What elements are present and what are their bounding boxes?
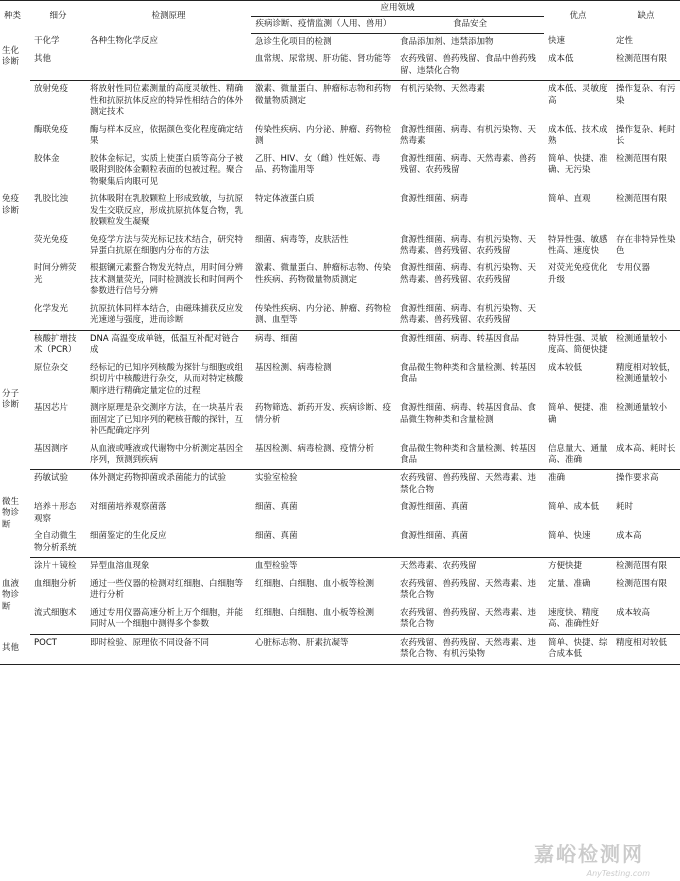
food-cell: 食源性细菌、病毒 — [400, 194, 469, 205]
food-cell: 农药残留、兽药残留、天然毒素、违禁化合物 — [400, 473, 537, 495]
disease-cell: 激素、微量蛋白、肿瘤标志物和药物微量物质测定 — [255, 84, 392, 106]
disease-cell: 药物筛选、新药开发、疾病诊断、疫情分析 — [255, 403, 392, 425]
principle-cell: 测序原理是杂交测序方法，在一块基片表面固定了已知序列的靶核苷酸的探针，互补匹配确定序列 — [90, 403, 244, 437]
pros-cell: 简单、快捷、综合成本低 — [544, 634, 612, 664]
table-row — [0, 634, 680, 664]
header-principle: 检测原理 — [86, 1, 251, 34]
food-cell: 农药残留、兽药残留、天然毒素、违禁化合物 — [396, 605, 544, 634]
pros-cell: 成本低、灵敏度高 — [548, 84, 608, 106]
pros-cell: 简单、快速 — [544, 528, 612, 557]
disease-cell: 传染性疾病、内分泌、肿瘤、药物检测、血型等 — [251, 301, 396, 330]
table-row — [0, 499, 680, 528]
table-row — [0, 400, 680, 440]
pros-cell: 定量、准确 — [548, 578, 591, 589]
table-row — [0, 232, 680, 261]
pros-cell: 特异性强、灵敏度高、简便快捷 — [548, 333, 608, 356]
table-row — [0, 191, 680, 231]
principle-cell: 酶与样本反应，依据颜色变化程度确定结果 — [90, 124, 244, 147]
disease-cell: 传染性疾病、内分泌、肿瘤、药物检测 — [255, 124, 392, 147]
food-cell: 食源性细菌、真菌 — [400, 502, 469, 513]
disease-cell: 实验室检验 — [255, 473, 298, 484]
subtype-cell: 荧光免疫 — [34, 234, 69, 245]
food-cell: 食源性细菌、病毒、有机污染物、天然毒素、兽药残留、农药残留 — [400, 263, 537, 285]
principle-cell: DNA 高温变成单链，低温互补配对链合成 — [90, 333, 239, 356]
subtype-cell: 全自动微生物分析系统 — [30, 528, 86, 557]
disease-cell: 激素、微量蛋白、肿瘤标志物、传染性疾病、药物微量物质测定 — [255, 263, 392, 285]
principle-cell: 根据镧元素螯合物发光特点，用时间分辨技术测量荧光，同时检测波长和时间两个参数进行信号分辨 — [90, 263, 244, 297]
pros-cell: 对荧光免疫优化升级 — [548, 263, 608, 285]
table-row — [0, 330, 680, 359]
disease-cell: 血型检验等 — [255, 561, 298, 572]
principle-cell: 通过专用仪器高速分析上万个细胞，并能同时从一个细胞中测得多个参数 — [86, 605, 251, 634]
table-row — [0, 576, 680, 605]
pros-cell: 特异性强、敏感性高、速度快 — [548, 234, 608, 256]
food-cell: 食品微生物种类和含量检测、转基因食品 — [400, 362, 537, 385]
principle-cell: 胶体金标记，实质上使蛋白质等高分子被吸附到胶体金颗粒表面的包被过程。聚合物聚集后肉眼可见 — [90, 153, 244, 187]
principle-cell: 即时检验、原理依不同设备不同 — [86, 634, 251, 664]
subtype-cell: 干化学 — [34, 36, 60, 47]
disease-cell: 细菌、真菌 — [251, 528, 396, 557]
subtype-cell: 核酸扩增技术（PCR） — [34, 333, 77, 356]
subtype-cell: POCT — [30, 634, 86, 664]
cons-cell: 操作复杂、耗时长 — [616, 124, 676, 147]
subtype-cell: 乳胶比浊 — [34, 194, 69, 205]
subtype-cell: 涂片＋镜检 — [34, 561, 77, 572]
disease-cell: 基因检测、病毒检测 — [255, 362, 332, 373]
table-row — [0, 470, 680, 499]
food-cell: 农药残留、兽药残留、天然毒素、违禁化合物、有机污染物 — [396, 634, 544, 664]
cons-cell: 成本较高 — [612, 605, 680, 634]
principle-cell: 体外测定药物抑菌或杀菌能力的试验 — [90, 473, 227, 484]
pros-cell — [544, 301, 612, 330]
principle-cell: 抗原抗体同样本结合，由磁珠捕获反应发光速递与强度，进而诊断 — [86, 301, 251, 330]
cons-cell: 专用仪器 — [616, 263, 651, 274]
cons-cell: 成本高 — [612, 528, 680, 557]
subtype-cell: 培养＋形态观察 — [34, 502, 77, 524]
cons-cell: 精度相对较低，检测通量较小 — [616, 362, 676, 385]
principle-cell — [86, 51, 251, 80]
pros-cell: 简单、便捷、准确 — [548, 403, 608, 425]
subtype-cell: 化学发光 — [30, 301, 86, 330]
disease-cell: 特定体液蛋白质 — [255, 194, 315, 205]
watermark-url: AnyTesting.com — [586, 869, 650, 878]
disease-cell: 红细胞、白细胞、血小板等检测 — [255, 578, 375, 589]
cons-cell: 检测范围有限 — [616, 578, 668, 589]
header-subtype: 细分 — [30, 1, 86, 34]
food-cell: 食品添加剂、违禁添加物 — [400, 36, 494, 47]
table-header — [0, 1, 680, 34]
food-cell: 食源性细菌、真菌 — [396, 528, 544, 557]
pros-cell: 准确 — [548, 473, 566, 484]
subtype-cell: 放射免疫 — [34, 84, 69, 95]
disease-cell: 基因检测、病毒检测、疫情分析 — [251, 441, 396, 470]
cons-cell: 检测通量较小 — [616, 403, 668, 414]
cons-cell: 检测范围有限 — [616, 561, 668, 572]
table-row — [0, 151, 680, 191]
cons-cell: 操作复杂、有污染 — [616, 84, 676, 106]
subtype-cell: 流式细胞术 — [30, 605, 86, 634]
principle-cell: 异型血溶血现象 — [90, 561, 150, 572]
table-row — [0, 260, 680, 300]
food-cell: 食源性细菌、病毒、转基因食品、食品微生物种类和含量检测 — [400, 403, 537, 425]
table-row — [0, 51, 680, 80]
header-pros: 优点 — [544, 1, 612, 34]
table-body — [0, 33, 680, 664]
pros-cell: 速度快、精度高、准确性好 — [544, 605, 612, 634]
category-cell: 分子诊断 — [2, 388, 20, 411]
food-cell: 食源性细菌、病毒、转基因食品 — [400, 333, 520, 344]
principle-cell: 各种生物化学反应 — [90, 36, 159, 47]
category-cell: 免疫诊断 — [2, 194, 20, 216]
disease-cell: 血常规、尿常规、肝功能、肾功能等 — [251, 51, 396, 80]
pros-cell: 快速 — [548, 36, 566, 47]
food-cell: 食品微生物种类和含量检测、转基因食品 — [396, 441, 544, 470]
table-row — [0, 81, 680, 122]
pros-cell: 成本低、技术成熟 — [548, 124, 608, 147]
cons-cell: 耗时 — [616, 502, 634, 513]
table-row — [0, 528, 680, 557]
principle-cell: 对细菌培养观察菌落 — [90, 502, 167, 513]
disease-cell: 细菌、真菌 — [255, 502, 298, 513]
food-cell: 食源性细菌、病毒、有机污染物、天然毒素 — [400, 124, 537, 147]
food-cell: 食源性细菌、病毒、有机污染物、天然毒素、兽药残留、农药残留 — [396, 301, 544, 330]
subtype-cell: 酶联免疫 — [34, 124, 69, 135]
category-cell: 微生物诊断 — [2, 496, 20, 530]
subtype-cell: 胶体金 — [34, 153, 60, 164]
principle-cell: 细菌鉴定的生化反应 — [86, 528, 251, 557]
cons-cell — [612, 301, 680, 330]
cons-cell: 检测范围有限 — [612, 51, 680, 80]
category-cell: 其他 — [0, 634, 30, 664]
principle-cell: 从血液或唾液或代谢物中分析测定基因全序列，预测到疾病 — [86, 441, 251, 470]
principle-cell: 抗体吸附在乳胶颗粒上形成致敏，与抗原发生交联反应，形成抗原抗体复合物，乳胶颗粒发生凝聚 — [90, 194, 244, 228]
disease-cell: 急诊生化项目的检测 — [255, 36, 332, 47]
cons-cell: 检测通量较小 — [616, 333, 668, 344]
cons-cell: 检测范围有限 — [616, 194, 668, 205]
pros-cell: 方便快捷 — [548, 561, 583, 572]
pros-cell: 简单、直观 — [548, 194, 591, 205]
principle-cell: 通过一些仪器的检测对红细胞、白细胞等进行分析 — [90, 578, 244, 601]
pros-cell: 简单、快捷、准确、无污染 — [548, 153, 608, 176]
cons-cell: 定性 — [616, 36, 634, 47]
subtype-cell: 药敏试验 — [34, 473, 69, 484]
food-cell: 食源性细菌、病毒、有机污染物、天然毒素、兽药残留、农药残留 — [400, 234, 537, 256]
subtype-cell: 基因芯片 — [34, 403, 69, 414]
header-application: 应用领域 — [251, 1, 544, 17]
category-cell: 生化诊断 — [2, 45, 20, 68]
cons-cell: 检测范围有限 — [616, 153, 668, 164]
food-cell: 农药残留、兽药残留、食品中兽药残留、违禁化合物 — [396, 51, 544, 80]
cons-cell: 存在非特异性染色 — [616, 234, 676, 256]
table-row — [0, 360, 680, 400]
disease-cell: 红细胞、白细胞、血小板等检测 — [251, 605, 396, 634]
subtype-cell: 时间分辨荧光 — [34, 263, 77, 285]
disease-cell: 细菌、病毒等，皮肤活性 — [255, 234, 349, 245]
principle-cell: 经标记的已知序列核酸为探针与细胞或组织切片中核酸进行杂交，从而对特定核酸顺序进行精确定量定位的过程 — [90, 362, 244, 396]
disease-cell: 病毒、细菌 — [255, 333, 298, 344]
table-row — [0, 441, 680, 470]
header-cons: 缺点 — [612, 1, 680, 34]
table-row — [0, 122, 680, 151]
food-cell: 有机污染物、天然毒素 — [400, 84, 486, 95]
principle-cell: 将放射性同位素测量的高度灵敏性、精确性和抗原抗体反应的特异性相结合的体外测定技术 — [90, 84, 244, 118]
watermark-text: 嘉峪检测网 — [534, 842, 644, 866]
disease-cell: 乙肝、HIV、女（雌）性妊娠、毒品、药物滥用等 — [255, 153, 381, 176]
subtype-cell: 原位杂交 — [34, 362, 69, 373]
disease-cell: 心脏标志物、肝素抗凝等 — [251, 634, 396, 664]
pros-cell: 信息量大、通量高、准确 — [544, 441, 612, 470]
table-row — [0, 301, 680, 330]
header-food: 食品安全 — [396, 17, 544, 33]
pros-cell: 成本较低 — [548, 362, 583, 373]
food-cell: 食源性细菌、病毒、天然毒素、兽药残留、农药残留 — [400, 153, 537, 176]
food-cell: 天然毒素、农药残留 — [400, 561, 477, 572]
food-cell: 农药残留、兽药残留、天然毒素、违禁化合物 — [400, 578, 537, 601]
subtype-cell: 血细胞分析 — [34, 578, 77, 589]
pros-cell: 成本低 — [544, 51, 612, 80]
header-type: 种类 — [0, 1, 30, 34]
header-disease: 疾病诊断、疫情监测（人用、兽用） — [251, 17, 396, 33]
subtype-cell: 其他 — [30, 51, 86, 80]
pros-cell: 简单、成本低 — [548, 502, 600, 513]
cons-cell: 精度相对较低 — [612, 634, 680, 664]
cons-cell: 操作要求高 — [616, 473, 659, 484]
subtype-cell: 基因测序 — [30, 441, 86, 470]
table-row — [0, 33, 680, 51]
principle-cell: 免疫学方法与荧光标记技术结合，研究特异蛋白抗原在细胞内分布的方法 — [90, 234, 244, 256]
cons-cell: 成本高、耗时长 — [612, 441, 680, 470]
category-cell: 血液物诊断 — [2, 578, 20, 612]
table-row — [0, 605, 680, 634]
table-row — [0, 558, 680, 576]
